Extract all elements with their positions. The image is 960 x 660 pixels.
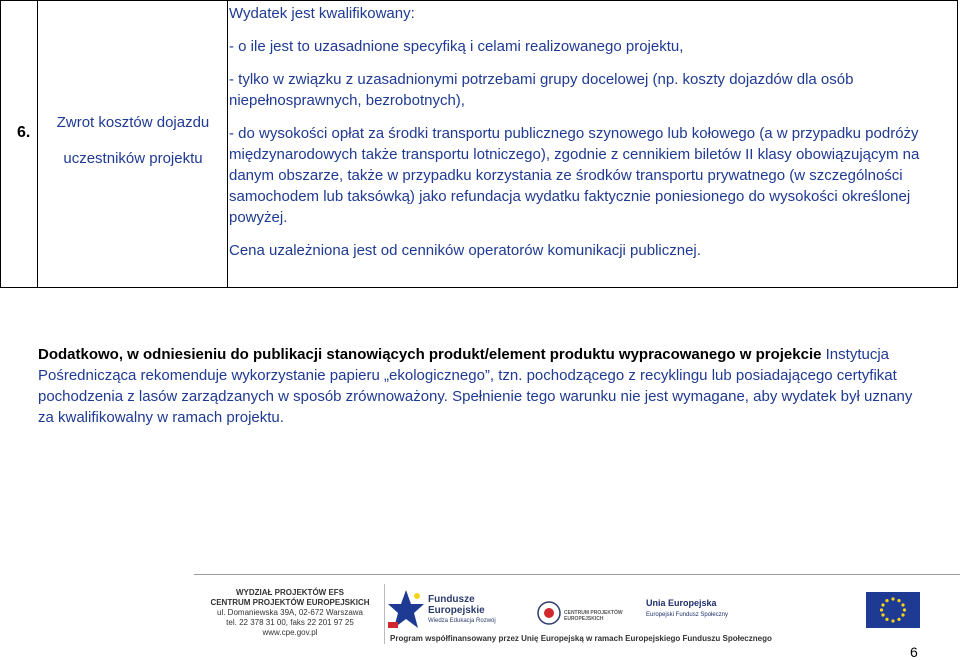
row-title-line1: Zwrot kosztów dojazdu bbox=[56, 114, 210, 131]
content-line-3: - do wysokości opłat za środki transportu publicznego szynowego lub kołowego (a w przypadku podróży międzynarodowych także transportu lotniczego), zgodnie z cennikiem biletów II klasy obowiązującym na danym obszarze, także w przypadku korzystania ze środków transportu prywatnego (w szczególności samochodem lub taksówką) jako refundacja wydatku faktycznie poniesionego do wysokości określonej powyżej. bbox=[229, 125, 920, 226]
cpe-line5: www.cpe.gov.pl bbox=[262, 628, 318, 637]
cpe-logo-text2: EUROPEJSKICH bbox=[564, 616, 604, 622]
row-title bbox=[45, 105, 221, 177]
cpe-logo-text bbox=[564, 610, 623, 622]
page-number: 6 bbox=[910, 644, 918, 660]
row-number: 6. bbox=[17, 124, 31, 141]
fe-name bbox=[428, 594, 485, 616]
eu-flag-icon bbox=[866, 592, 920, 628]
note-paragraph bbox=[38, 344, 918, 428]
eu-sub: Europejski Fundusz Społeczny bbox=[646, 612, 729, 618]
content-line-2: - tylko w związku z uzasadnionymi potrzebami grupy docelowej (np. koszty dojazdów dla osób niepełnosprawnych, bezrobotnych), bbox=[229, 71, 854, 109]
row-title-line2: uczestników projektu bbox=[63, 150, 203, 167]
cpe-logo-text1: CENTRUM PROJEKTÓW bbox=[564, 610, 623, 616]
note-normal: Instytucja Pośrednicząca rekomenduje wykorzystanie papieru „ekologicznego”, tzn. pochodzącego z recyklingu lub posiadającego certyfikat pochodzenia z lasów zarządzanych w sposób zrównoważony. Spełnienie tego warunku nie jest wymagane, aby wydatek był uznany za kwalifikowalny w ramach projektu. bbox=[38, 346, 913, 426]
table-divider-2 bbox=[227, 1, 228, 287]
fe-name1: Fundusze bbox=[428, 594, 475, 605]
cpe-address bbox=[194, 588, 386, 638]
cpe-logo bbox=[534, 588, 634, 636]
table-divider-1 bbox=[37, 1, 38, 287]
footer-separator bbox=[384, 584, 385, 644]
footer bbox=[194, 574, 960, 644]
program-line: Program współfinansowany przez Unię Europejską w ramach Europejskiego Funduszu Społecznego bbox=[390, 634, 772, 643]
cpe-line4: tel. 22 378 31 00, faks 22 201 97 25 bbox=[226, 618, 354, 627]
content-line-0: Wydatek jest kwalifikowany: bbox=[229, 5, 415, 22]
fe-sub: Wiedza Edukacja Rozwój bbox=[428, 618, 496, 624]
cpe-line3: ul. Domaniewska 39A, 02-672 Warszawa bbox=[217, 608, 363, 617]
eu-logo bbox=[630, 590, 930, 630]
cpe-logo-icon bbox=[536, 600, 562, 626]
row-content bbox=[229, 3, 951, 261]
cpe-line1: WYDZIAŁ PROJEKTÓW EFS bbox=[236, 588, 344, 597]
fe-star-icon bbox=[386, 588, 426, 632]
fundusze-europejskie-logo bbox=[386, 588, 506, 636]
footer-divider bbox=[194, 574, 960, 575]
fe-name2: Europejskie bbox=[428, 605, 485, 616]
cost-table bbox=[0, 0, 958, 288]
content-line-4: Cena uzależniona jest od cenników operatorów komunikacji publicznej. bbox=[229, 242, 701, 259]
note-bold: Dodatkowo, w odniesieniu do publikacji stanowiących produkt/element produktu wypracowanego w projekcie bbox=[38, 346, 822, 363]
cpe-line2: CENTRUM PROJEKTÓW EUROPEJSKICH bbox=[210, 598, 370, 607]
content-line-1: - o ile jest to uzasadnione specyfiką i celami realizowanego projektu, bbox=[229, 38, 684, 55]
eu-name: Unia Europejska bbox=[646, 598, 717, 608]
